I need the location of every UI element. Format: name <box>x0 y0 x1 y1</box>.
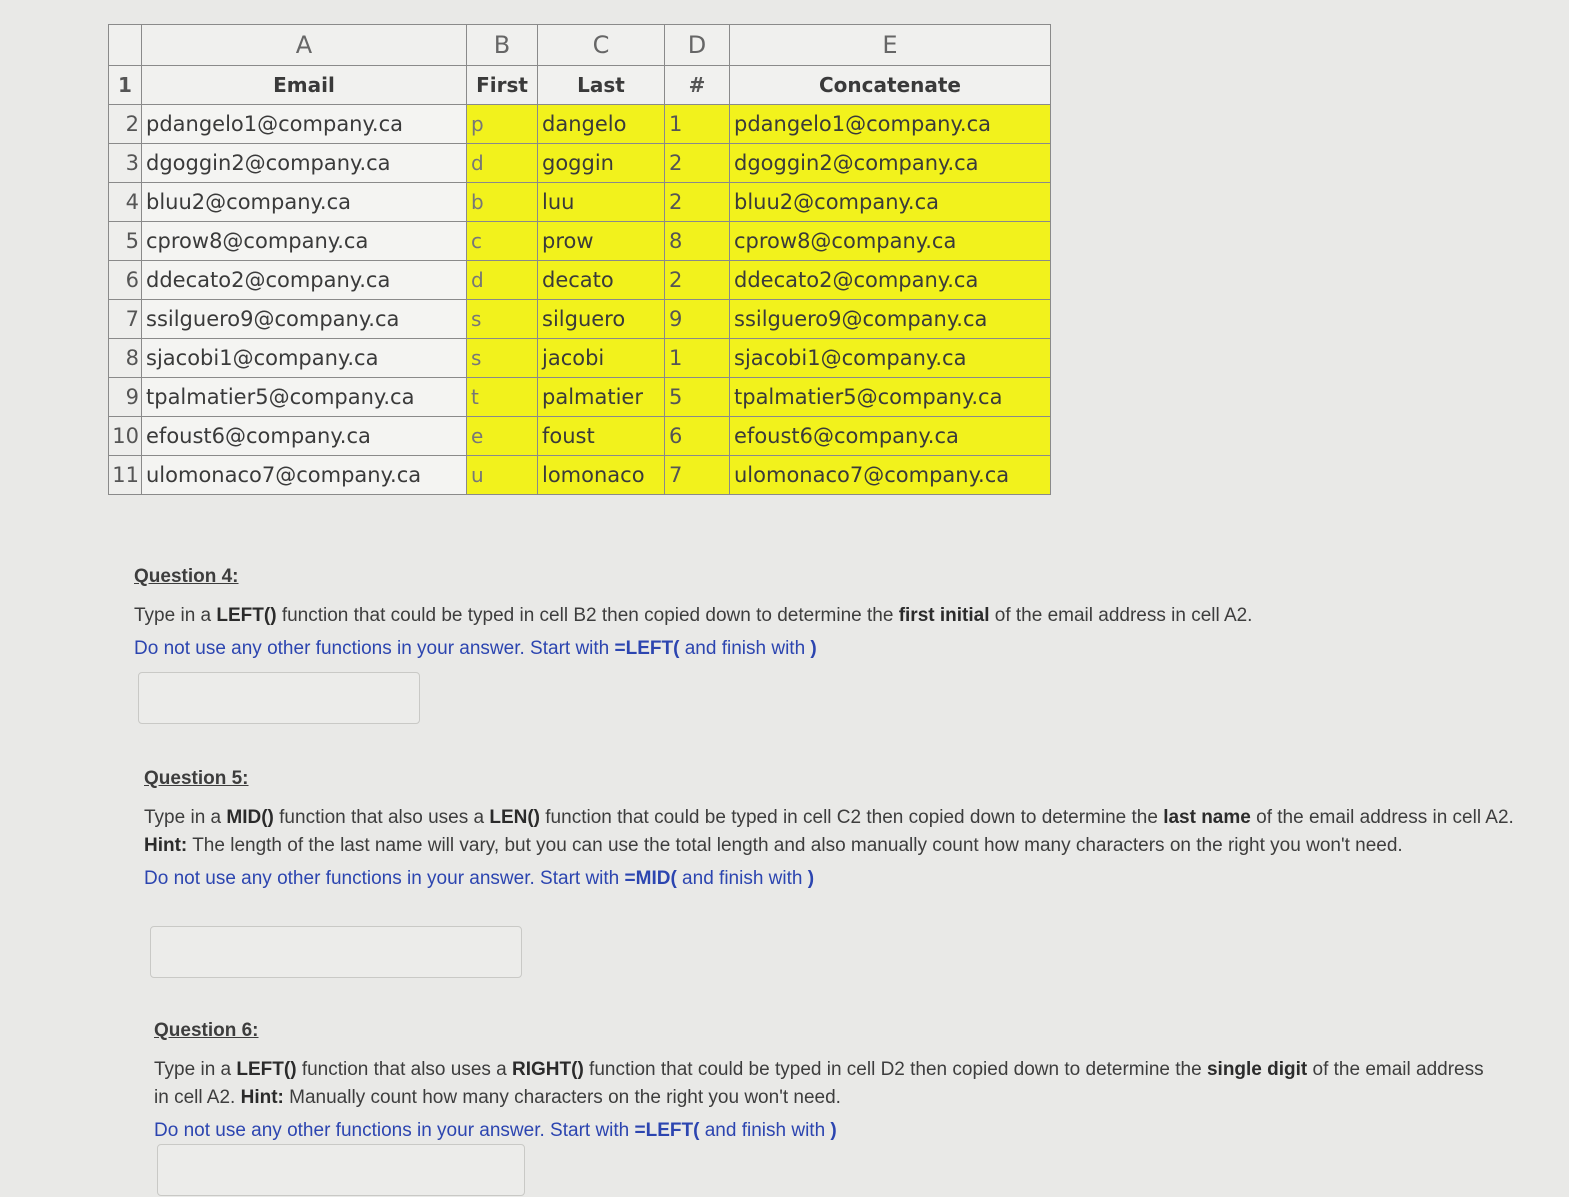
answer-input-q6[interactable] <box>157 1144 525 1196</box>
column-letter-c: C <box>538 25 665 66</box>
row-number: 9 <box>109 378 142 417</box>
column-letter-d: D <box>665 25 730 66</box>
concatenate-cell: dgoggin2@company.ca <box>730 144 1051 183</box>
last-name-cell: lomonaco <box>538 456 665 495</box>
table-row <box>109 222 1051 261</box>
concatenate-cell: efoust6@company.ca <box>730 417 1051 456</box>
column-letter-a: A <box>142 25 467 66</box>
email-cell: cprow8@company.ca <box>142 222 467 261</box>
question-keyword: LEFT() <box>216 605 277 626</box>
concatenate-cell: tpalmatier5@company.ca <box>730 378 1051 417</box>
digit-cell: 1 <box>665 339 730 378</box>
question-text: Manually count how many characters on the right you won't need. <box>283 1087 841 1108</box>
spreadsheet-image <box>108 24 1051 495</box>
question-title: Question 5: <box>144 768 249 789</box>
email-cell: tpalmatier5@company.ca <box>142 378 467 417</box>
row-number: 10 <box>109 417 142 456</box>
column-letter-b: B <box>467 25 538 66</box>
column-letter-e: E <box>730 25 1051 66</box>
first-initial-cell: d <box>467 261 538 300</box>
question-text: of the email address in cell A2. <box>989 605 1253 626</box>
last-name-cell: dangelo <box>538 105 665 144</box>
first-initial-cell: c <box>467 222 538 261</box>
table-row <box>109 417 1051 456</box>
digit-cell: 7 <box>665 456 730 495</box>
last-name-cell: decato <box>538 261 665 300</box>
question-instruction <box>134 638 1534 660</box>
question-title: Question 6: <box>154 1020 259 1041</box>
digit-cell: 6 <box>665 417 730 456</box>
instruction-start: =LEFT( <box>634 1120 700 1141</box>
question-keyword: single digit <box>1206 1059 1308 1080</box>
question-keyword: Hint: <box>240 1087 284 1108</box>
email-cell: pdangelo1@company.ca <box>142 105 467 144</box>
instruction-text-2: and finish with <box>676 868 808 889</box>
question-instruction <box>154 1120 1484 1142</box>
row-number: 2 <box>109 105 142 144</box>
last-name-cell: palmatier <box>538 378 665 417</box>
first-initial-cell: u <box>467 456 538 495</box>
question-text: Type in a <box>134 605 217 626</box>
corner-cell <box>109 25 142 66</box>
last-name-cell: silguero <box>538 300 665 339</box>
question-instruction <box>144 868 1544 890</box>
row-number: 5 <box>109 222 142 261</box>
concatenate-cell: sjacobi1@company.ca <box>730 339 1051 378</box>
concatenate-cell: ssilguero9@company.ca <box>730 300 1051 339</box>
answer-input-q4[interactable] <box>138 672 420 724</box>
header-concatenate: Concatenate <box>730 66 1051 105</box>
last-name-cell: prow <box>538 222 665 261</box>
last-name-cell: foust <box>538 417 665 456</box>
table-row <box>109 378 1051 417</box>
email-cell: sjacobi1@company.ca <box>142 339 467 378</box>
digit-cell: 1 <box>665 105 730 144</box>
instruction-end: ) <box>807 868 815 889</box>
question-body <box>154 1056 1484 1112</box>
question-text: function that could be typed in cell C2 then copied down to determine the <box>540 807 1164 828</box>
row-number: 3 <box>109 144 142 183</box>
question-keyword: RIGHT() <box>512 1059 584 1080</box>
last-name-cell: luu <box>538 183 665 222</box>
first-initial-cell: d <box>467 144 538 183</box>
row-number: 11 <box>109 456 142 495</box>
digit-cell: 2 <box>665 183 730 222</box>
digit-cell: 8 <box>665 222 730 261</box>
concatenate-cell: cprow8@company.ca <box>730 222 1051 261</box>
email-cell: ddecato2@company.ca <box>142 261 467 300</box>
question-keyword: MID() <box>226 807 274 828</box>
first-initial-cell: e <box>467 417 538 456</box>
question-body <box>144 804 1544 860</box>
first-initial-cell: t <box>467 378 538 417</box>
header-email: Email <box>142 66 467 105</box>
row-number: 1 <box>109 66 142 105</box>
question-keyword: first initial <box>898 605 990 626</box>
concatenate-cell: pdangelo1@company.ca <box>730 105 1051 144</box>
instruction-start: =MID( <box>624 868 677 889</box>
first-initial-cell: s <box>467 300 538 339</box>
question-text: of the email address in cell A2. <box>1250 807 1514 828</box>
header-first: First <box>467 66 538 105</box>
row-number: 4 <box>109 183 142 222</box>
table-row <box>109 456 1051 495</box>
row-number: 6 <box>109 261 142 300</box>
digit-cell: 9 <box>665 300 730 339</box>
question-keyword: LEN() <box>489 807 540 828</box>
question-text: function that also uses a <box>273 807 490 828</box>
table-row <box>109 300 1051 339</box>
instruction-text-2: and finish with <box>679 638 811 659</box>
header-last: Last <box>538 66 665 105</box>
header-number: # <box>665 66 730 105</box>
instruction-end: ) <box>810 638 817 659</box>
row-number: 7 <box>109 300 142 339</box>
digit-cell: 5 <box>665 378 730 417</box>
instruction-text-2: and finish with <box>699 1120 831 1141</box>
email-cell: efoust6@company.ca <box>142 417 467 456</box>
table-row <box>109 183 1051 222</box>
concatenate-cell: ulomonaco7@company.ca <box>730 456 1051 495</box>
instruction-end: ) <box>830 1120 837 1141</box>
question-keyword: LEFT() <box>236 1059 297 1080</box>
question-keyword: last name <box>1163 807 1251 828</box>
last-name-cell: goggin <box>538 144 665 183</box>
row-number: 8 <box>109 339 142 378</box>
table-row <box>109 105 1051 144</box>
instruction-text: Do not use any other functions in your answer. Start with <box>134 638 615 659</box>
email-cell: dgoggin2@company.ca <box>142 144 467 183</box>
question-4 <box>134 566 1534 660</box>
header-row <box>109 66 1051 105</box>
instruction-text: Do not use any other functions in your answer. Start with <box>154 1120 635 1141</box>
last-name-cell: jacobi <box>538 339 665 378</box>
instruction-start: =LEFT( <box>614 638 680 659</box>
question-6 <box>154 1020 1484 1142</box>
email-cell: bluu2@company.ca <box>142 183 467 222</box>
question-text: The length of the last name will vary, but you can use the total length and also manually count how many characters on the right you won't need. <box>187 835 1403 856</box>
instruction-text: Do not use any other functions in your answer. Start with <box>144 868 625 889</box>
digit-cell: 2 <box>665 261 730 300</box>
concatenate-cell: bluu2@company.ca <box>730 183 1051 222</box>
email-cell: ulomonaco7@company.ca <box>142 456 467 495</box>
email-cell: ssilguero9@company.ca <box>142 300 467 339</box>
first-initial-cell: p <box>467 105 538 144</box>
concatenate-cell: ddecato2@company.ca <box>730 261 1051 300</box>
table-row <box>109 144 1051 183</box>
question-keyword: Hint: <box>144 835 188 856</box>
first-initial-cell: s <box>467 339 538 378</box>
digit-cell: 2 <box>665 144 730 183</box>
question-title: Question 4: <box>134 566 239 587</box>
question-text: Type in a <box>154 1059 237 1080</box>
question-text: of the email address in cell A2. <box>154 1059 1484 1108</box>
question-5 <box>144 768 1544 890</box>
column-letter-row <box>109 25 1051 66</box>
answer-input-q5[interactable] <box>150 926 522 978</box>
table-row <box>109 261 1051 300</box>
question-text: function that could be typed in cell D2 then copied down to determine the <box>583 1059 1207 1080</box>
question-text: Type in a <box>144 807 227 828</box>
question-body <box>134 602 1534 630</box>
question-text: function that also uses a <box>296 1059 513 1080</box>
question-text: function that could be typed in cell B2 then copied down to determine the <box>276 605 899 626</box>
first-initial-cell: b <box>467 183 538 222</box>
table-row <box>109 339 1051 378</box>
